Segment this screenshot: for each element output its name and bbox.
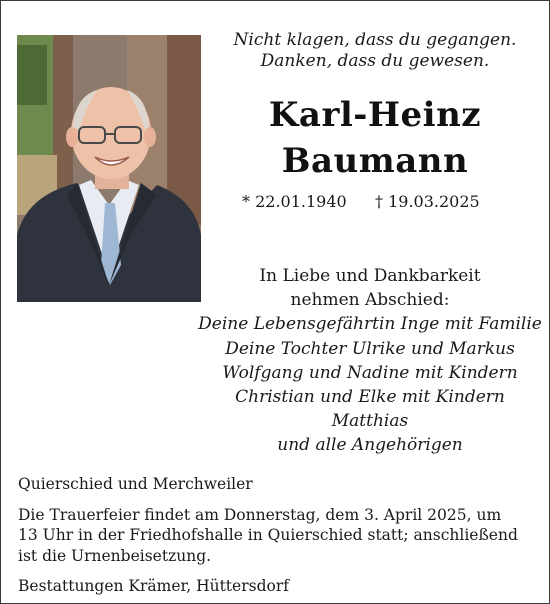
mourners-intro-2: nehmen Abschied: — [290, 290, 450, 311]
mourners-block — [190, 264, 550, 458]
death-date: † 19.03.2025 — [375, 192, 480, 211]
header-block — [205, 30, 545, 184]
last-name: Baumann — [281, 141, 469, 181]
service-line: 13 Uhr in der Friedhofshalle in Quierschied statt; anschließend — [18, 526, 518, 544]
portrait-photo — [17, 35, 201, 302]
mourner-line: Christian und Elke mit Kindern — [235, 387, 505, 408]
footer-block — [18, 474, 538, 597]
service-line: ist die Urnenbeisetzung. — [18, 546, 212, 565]
quote-line-1: Nicht klagen, dass du gegangen. — [233, 30, 517, 50]
mourner-line: Matthias — [331, 411, 409, 432]
first-name: Karl-Heinz — [268, 95, 482, 135]
mourner-line: Deine Lebensgefährtin Inge mit Familie — [198, 314, 542, 335]
mourner-line: und alle Angehörigen — [277, 435, 463, 456]
service-line: Die Trauerfeier findet am Donnerstag, dem 3. April 2025, um — [18, 505, 502, 524]
undertaker-line: Bestattungen Krämer, Hüttersdorf — [18, 577, 289, 595]
place-line: Quierschied und Merchweiler — [18, 475, 253, 493]
mourner-line: Deine Tochter Ulrike und Markus — [225, 338, 515, 359]
mourners-intro-1: In Liebe und Dankbarkeit — [259, 266, 481, 286]
mourner-line: Wolfgang und Nadine mit Kindern — [222, 362, 518, 383]
service-info — [18, 505, 538, 567]
quote-line-2: Danken, dass du gewesen. — [260, 51, 490, 71]
birth-date: * 22.01.1940 — [242, 192, 347, 211]
portrait-illustration — [17, 35, 201, 302]
deceased-name — [205, 92, 545, 184]
